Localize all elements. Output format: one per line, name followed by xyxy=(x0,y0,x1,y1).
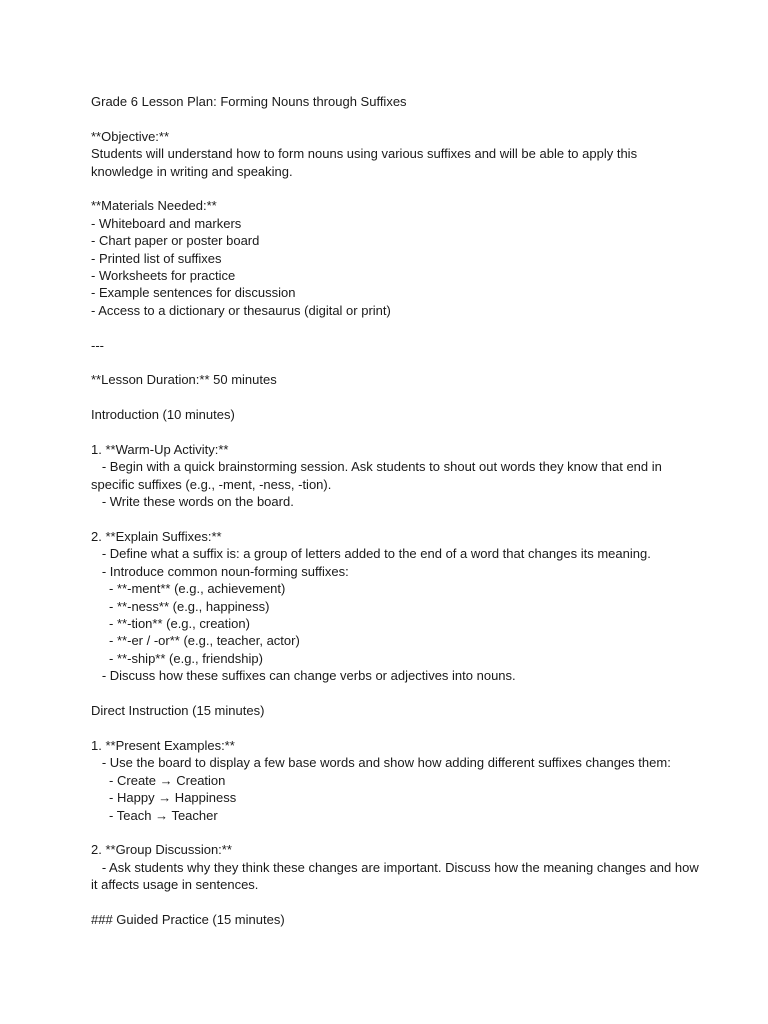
spacer xyxy=(91,424,691,441)
objective-text: knowledge in writing and speaking. xyxy=(91,163,293,179)
objective-heading: **Objective:** xyxy=(91,128,170,144)
materials-item: - Access to a dictionary or thesaurus (digital or print) xyxy=(91,302,391,318)
explain-heading: 2. **Explain Suffixes:** xyxy=(91,529,222,545)
warmup-text: - Write these words on the board. xyxy=(91,494,294,510)
example-item: - Create → Creation xyxy=(91,772,226,788)
spacer xyxy=(91,824,691,841)
section-heading-direct-instruction: Direct Instruction (15 minutes) xyxy=(91,703,265,719)
present-heading: 1. **Present Examples:** xyxy=(91,737,235,753)
suffix-item: - **-ness** (e.g., happiness) xyxy=(91,598,270,614)
materials-heading: **Materials Needed:** xyxy=(91,198,217,214)
warmup-text: - Begin with a quick brainstorming session. Ask students to shout out words they know that end in xyxy=(91,459,662,475)
suffix-item: - **-er / -or** (e.g., teacher, actor) xyxy=(91,633,300,649)
document-title: Grade 6 Lesson Plan: Forming Nouns through Suffixes xyxy=(91,94,407,109)
lesson-duration: **Lesson Duration:** 50 minutes xyxy=(91,372,277,388)
group-text: - Ask students why they think these changes are important. Discuss how the meaning changes and how xyxy=(91,859,699,875)
spacer xyxy=(91,319,691,336)
warmup-text: specific suffixes (e.g., -ment, -ness, -tion). xyxy=(91,476,332,492)
suffix-item: - **-ment** (e.g., achievement) xyxy=(91,581,286,597)
spacer xyxy=(91,389,691,406)
materials-item: - Example sentences for discussion xyxy=(91,285,296,301)
suffix-item: - **-ship** (e.g., friendship) xyxy=(91,650,263,666)
spacer xyxy=(91,720,691,737)
materials-item: - Chart paper or poster board xyxy=(91,233,260,249)
group-text: it affects usage in sentences. xyxy=(91,877,259,893)
spacer xyxy=(91,110,691,127)
materials-item: - Whiteboard and markers xyxy=(91,215,242,231)
materials-item: - Worksheets for practice xyxy=(91,268,236,284)
explain-text: - Define what a suffix is: a group of letters added to the end of a word that changes its meaning. xyxy=(91,546,651,562)
spacer xyxy=(91,180,691,197)
spacer xyxy=(91,894,691,911)
present-text: - Use the board to display a few base words and show how adding different suffixes changes them: xyxy=(91,755,671,771)
suffix-item: - **-tion** (e.g., creation) xyxy=(91,616,250,632)
spacer xyxy=(91,354,691,371)
section-heading-guided-practice: ### Guided Practice (15 minutes) xyxy=(91,911,285,927)
explain-text: - Discuss how these suffixes can change verbs or adjectives into nouns. xyxy=(91,668,516,684)
separator: --- xyxy=(91,337,104,353)
objective-text: Students will understand how to form nouns using various suffixes and will be able to apply this xyxy=(91,146,638,162)
spacer xyxy=(91,685,691,702)
spacer xyxy=(91,511,691,528)
group-heading: 2. **Group Discussion:** xyxy=(91,842,232,858)
materials-item: - Printed list of suffixes xyxy=(91,250,222,266)
section-heading-introduction: Introduction (10 minutes) xyxy=(91,407,235,423)
warmup-heading: 1. **Warm-Up Activity:** xyxy=(91,442,229,458)
document-page xyxy=(91,93,699,928)
explain-text: - Introduce common noun-forming suffixes: xyxy=(91,563,349,579)
example-item: - Teach → Teacher xyxy=(91,807,218,823)
example-item: - Happy → Happiness xyxy=(91,790,237,806)
